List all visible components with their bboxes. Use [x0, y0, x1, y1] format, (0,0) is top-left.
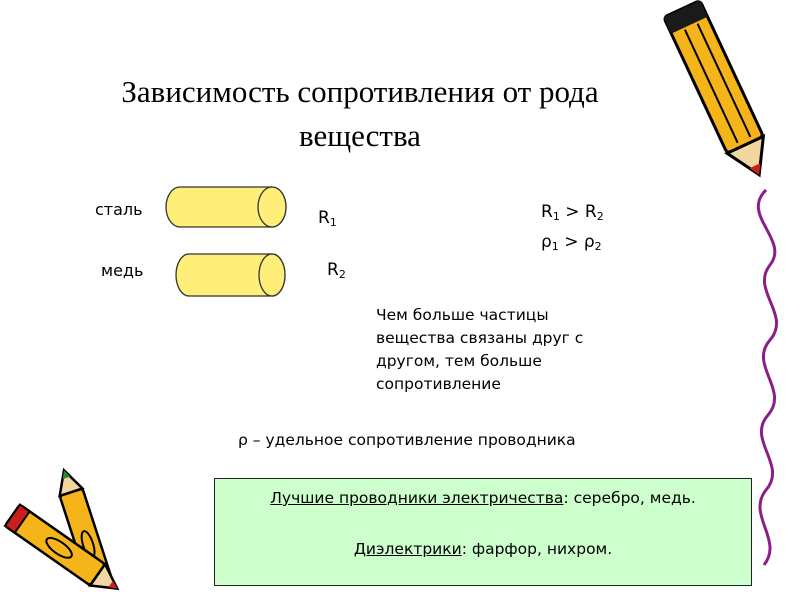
dielectrics-text: : фарфор, нихром. — [461, 540, 613, 558]
explanation-line: Чем больше частицы — [376, 306, 549, 324]
copper-label: медь — [101, 261, 144, 280]
copper-resistance: $R_2$ — [327, 260, 346, 281]
conductors-text: : серебро, медь. — [563, 489, 696, 507]
resistance-relation: $R_1 > R_2$ — [541, 202, 604, 223]
pencil-icon — [664, 0, 778, 183]
explanation-line: вещества связаны друг с — [376, 329, 584, 347]
dielectrics-label: Диэлектрики — [353, 540, 462, 558]
pencil-trail — [758, 190, 776, 565]
resistivity-definition: ρ – удельное сопротивление проводника — [238, 431, 576, 449]
steel-resistance: $R_1$ — [318, 208, 337, 229]
steel-label: сталь — [95, 200, 143, 219]
resistivity-relation: $\rho_1 > \rho_2$ — [541, 232, 602, 253]
title-line-1: Зависимость сопротивления от рода — [121, 74, 599, 109]
explanation-line: сопротивление — [376, 375, 501, 393]
explanation-line: другом, тем больше — [376, 352, 542, 370]
pencil-icon — [5, 505, 125, 600]
title-line-2: вещества — [299, 118, 421, 153]
conductors-label: Лучшие проводники электричества — [270, 489, 564, 507]
